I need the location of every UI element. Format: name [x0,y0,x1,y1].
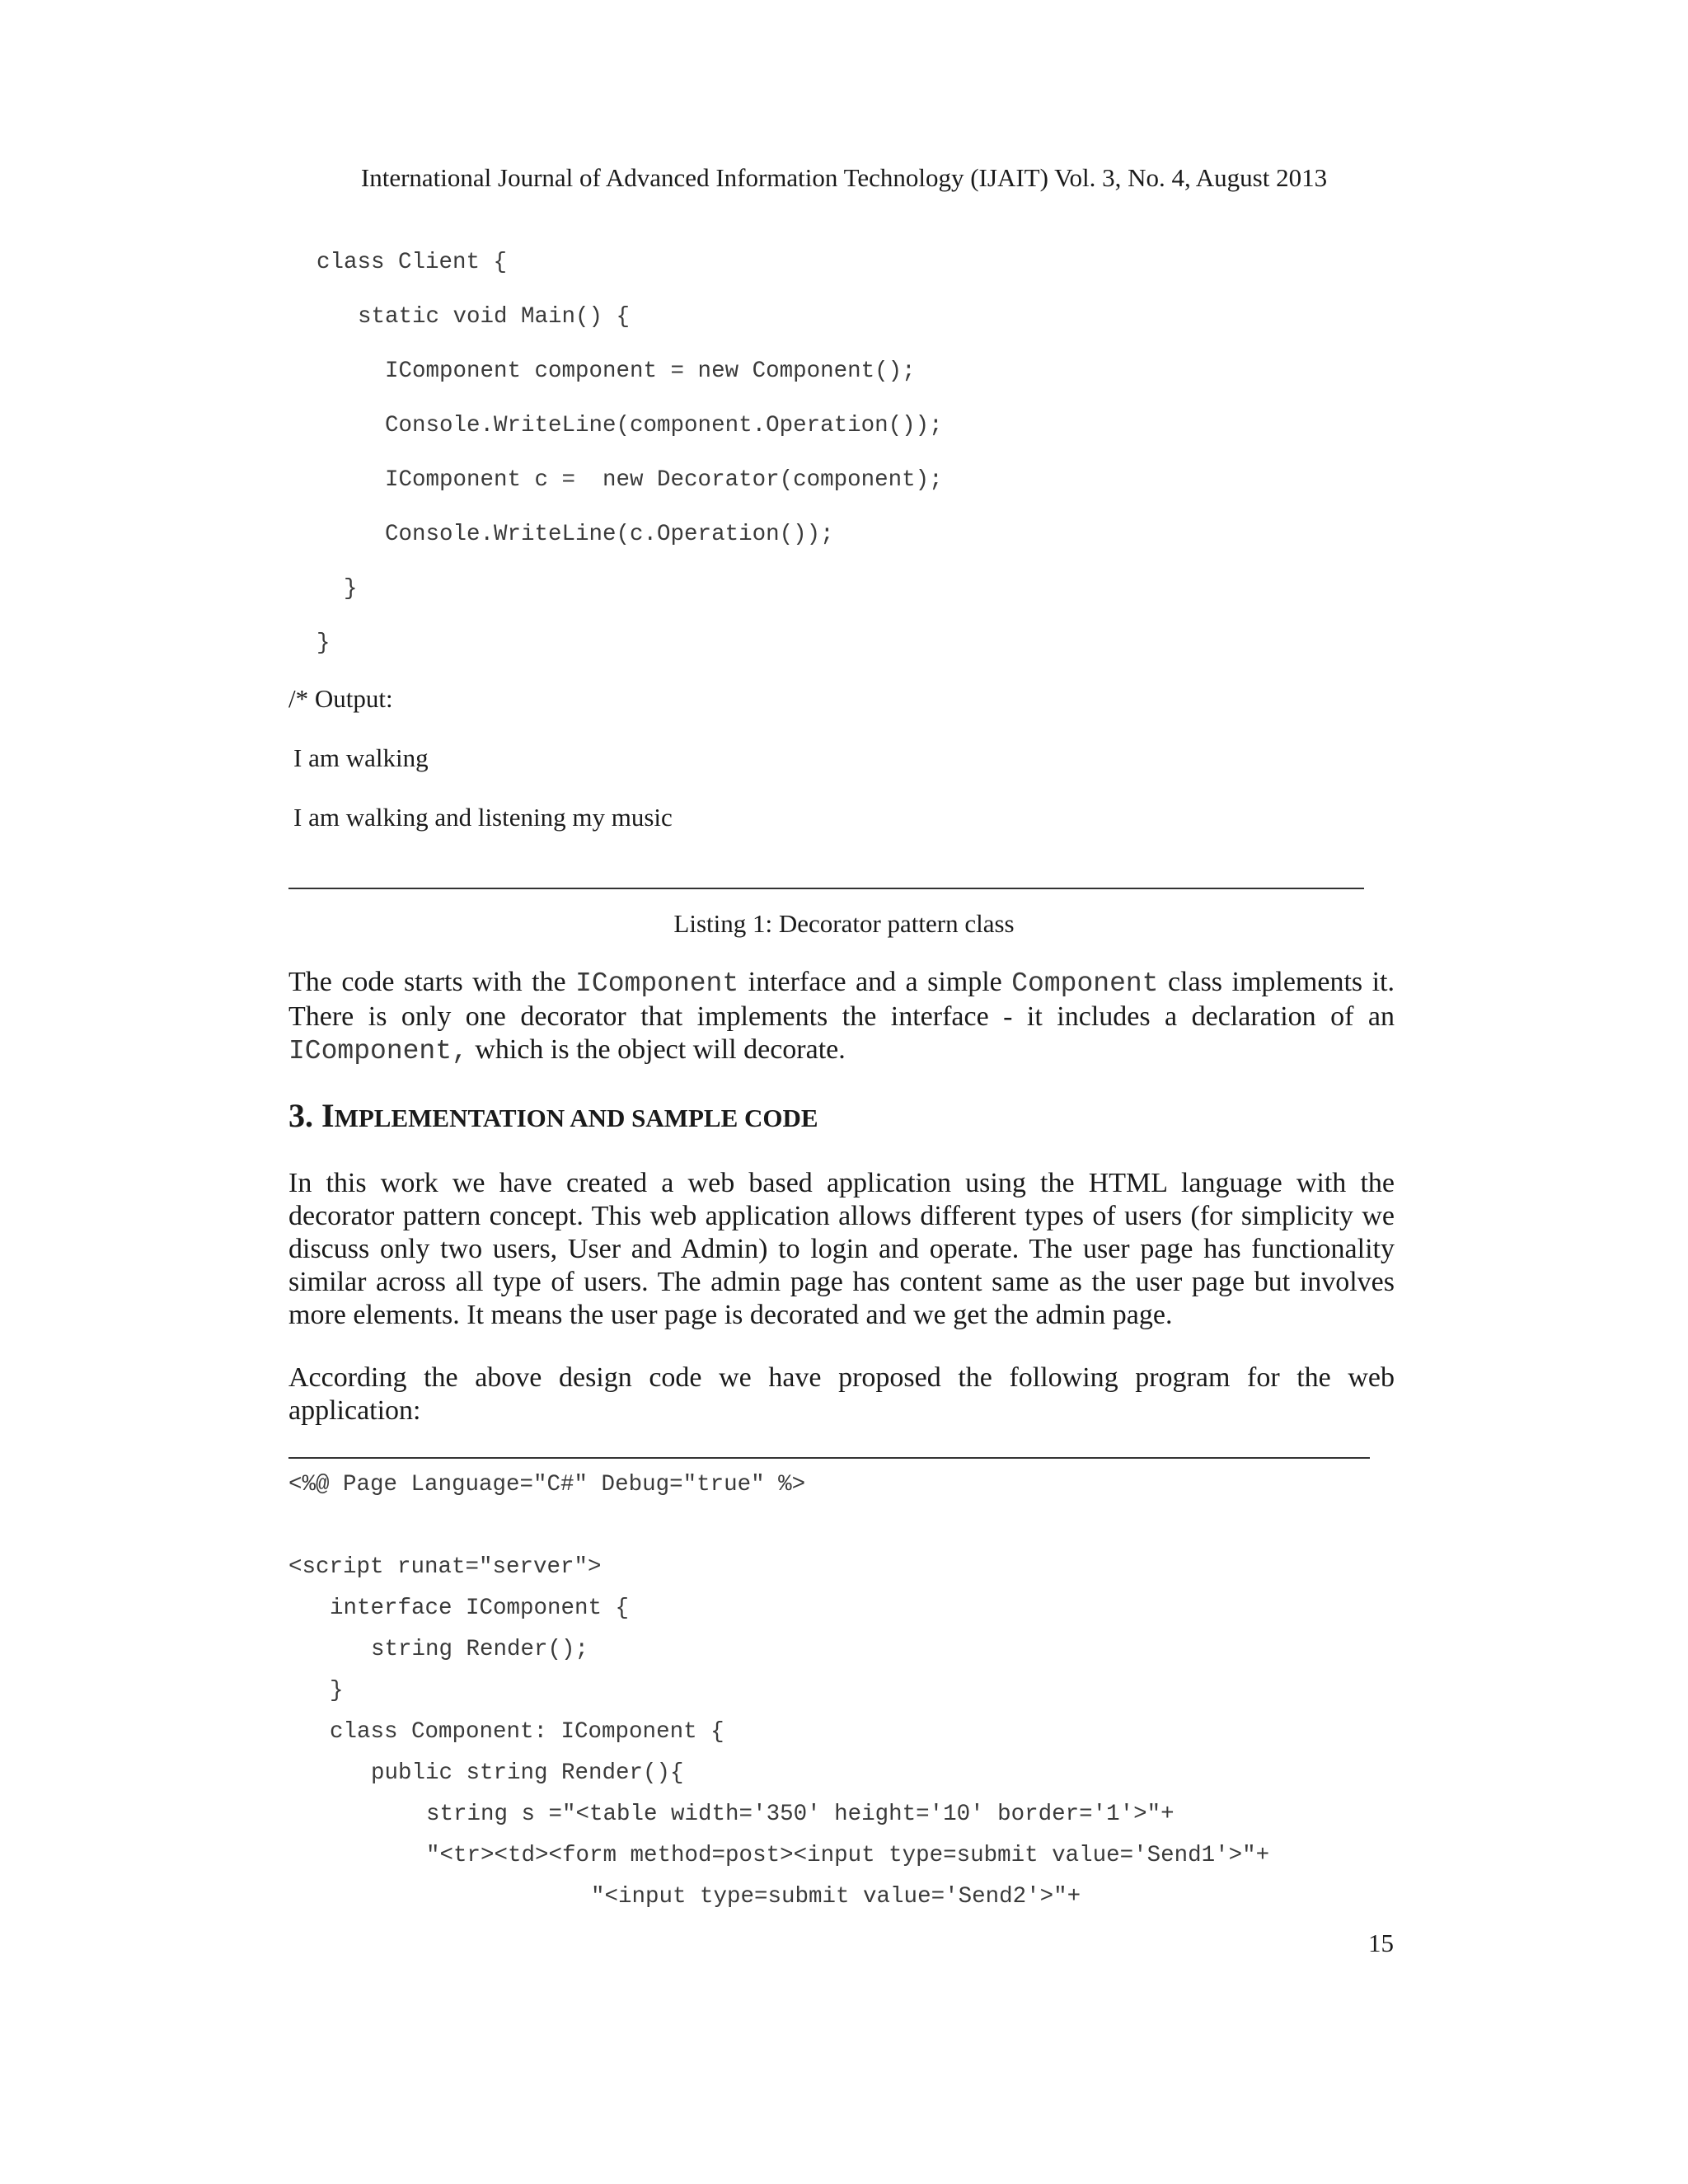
code-line: public string Render(){ [371,1760,684,1786]
paragraph-line: more elements. It means the user page is decorated and we get the admin page. [288,1300,1173,1330]
output-label: /* Output: [288,684,393,713]
code-line: class Component: IComponent { [330,1719,724,1745]
running-header: International Journal of Advanced Information Technology (IJAIT) Vol. 3, No. 4, August 2013 [360,163,1328,192]
page-number: 15 [1368,1929,1394,1957]
code-line: class Client { [316,250,508,275]
code-line: <script runat="server"> [288,1554,602,1580]
paragraph-line: IComponent, which is the object will decorate. [288,1034,846,1066]
code-line: } [316,630,331,656]
paragraph-line: application: [288,1395,421,1426]
listing-separator-rule [288,1457,1370,1459]
paragraph-line: The code starts with the IComponent interface and a simple Component class implements it. [288,967,1395,999]
section-paragraph [288,1167,1395,1332]
listing-separator-rule [288,888,1364,889]
code-line: Console.WriteLine(c.Operation()); [385,522,834,547]
code-line: "<tr><td><form method=post><input type=submit value='Send1'>"+ [426,1843,1270,1868]
section-paragraph [288,1361,1395,1427]
intro-paragraph [288,966,1395,1068]
paragraph-line: There is only one decorator that implements the interface - it includes a declaration of an [288,1001,1395,1032]
section-heading: 3. IMPLEMENTATION AND SAMPLE CODE [288,1097,818,1134]
code-line: IComponent c = new Decorator(component); [385,467,943,493]
paragraph-line: discuss only two users, User and Admin) to login and operate. The user page has functionality [288,1234,1395,1264]
paragraph-line: According the above design code we have proposed the following program for the web [288,1362,1395,1393]
code-line: string Render(); [371,1637,589,1662]
paragraph-line: In this work we have created a web based application using the HTML language with the [288,1168,1395,1198]
paragraph-line: decorator pattern concept. This web application allows different types of users (for simplicity we [288,1201,1395,1231]
paragraph-line: similar across all type of users. The admin page has content same as the user page but involves [288,1267,1395,1297]
code-line: } [330,1678,344,1704]
code-line: } [344,576,358,602]
output-line: I am walking and listening my music [293,803,673,832]
inline-code: IComponent [575,968,739,999]
code-line: IComponent component = new Component(); [385,359,916,384]
code-line: interface IComponent { [330,1596,630,1621]
code-line: "<input type=submit value='Send2'>"+ [591,1884,1081,1910]
inline-code: IComponent, [288,1036,468,1066]
output-line: I am walking [293,743,429,772]
listing-caption: Listing 1: Decorator pattern class [673,909,1015,938]
code-line: <%@ Page Language="C#" Debug="true" %> [288,1472,806,1497]
code-line: Console.WriteLine(component.Operation()); [385,413,943,438]
code-line: string s ="<table width='350' height='10' border='1'>"+ [426,1802,1175,1827]
inline-code: Component [1011,968,1159,999]
code-line: static void Main() { [358,304,631,330]
